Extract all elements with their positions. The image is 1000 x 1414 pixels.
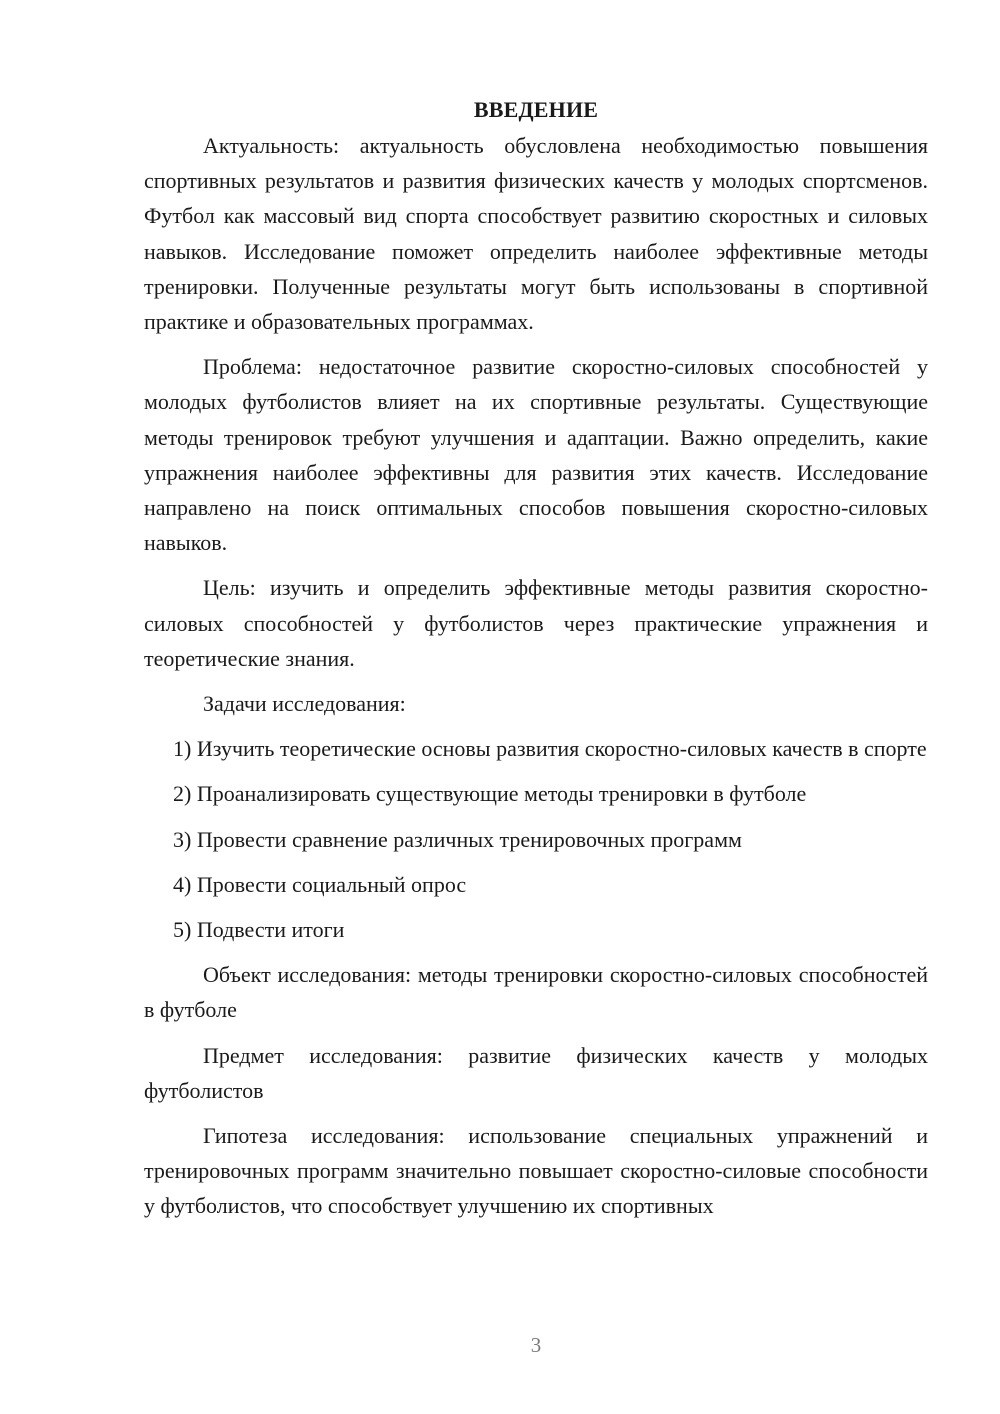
relevance-paragraph: Актуальность: актуальность обусловлена необходимостью повышения спортивных результатов и развития физических качеств у молодых спортсменов. Футбол как массовый вид спорта способствует развитию скоростных и силовых навыков. Исследование поможет определить наиболее эффективные методы тренировки. Полученные результаты могут быть использованы в спортивной практике и образовательных программах. <box>144 133 928 335</box>
task-item-4: 4) Провести социальный опрос <box>173 871 467 897</box>
page-number: 3 <box>530 1333 542 1357</box>
tasks-intro: Задачи исследования: <box>203 691 406 717</box>
task-item-2: 2) Проанализировать существующие методы тренировки в футболе <box>173 781 807 807</box>
task-item-1: 1) Изучить теоретические основы развития скоростно-силовых качеств в спорте <box>173 736 927 762</box>
subject-paragraph: Предмет исследования: развитие физических качеств у молодых футболистов <box>144 1042 928 1103</box>
document-page <box>144 92 928 1234</box>
problem-paragraph: Проблема: недостаточное развитие скоростно-силовых способностей у молодых футболистов влияет на их спортивные результаты. Существующие методы тренировок требуют улучшения и адаптации. Важно определить, какие упражнения наиболее эффективны для развития этих качеств. Исследование направлено на поиск оптимальных способов повышения скоростно-силовых навыков. <box>144 354 928 556</box>
hypothesis-paragraph: Гипотеза исследования: использование специальных упражнений и тренировочных программ значительно повышает скоростно-силовые способности у футболистов, что способствует улучшению их спортивных <box>144 1123 928 1219</box>
object-paragraph: Объект исследования: методы тренировки скоростно-силовых способностей в футболе <box>144 962 928 1023</box>
task-item-5: 5) Подвести итоги <box>173 917 345 943</box>
section-heading: ВВЕДЕНИЕ <box>473 97 599 122</box>
task-item-3: 3) Провести сравнение различных тренировочных программ <box>173 826 742 852</box>
goal-paragraph: Цель: изучить и определить эффективные методы развития скоростно-силовых способностей у футболистов через практические упражнения и теоретические знания. <box>144 575 928 671</box>
